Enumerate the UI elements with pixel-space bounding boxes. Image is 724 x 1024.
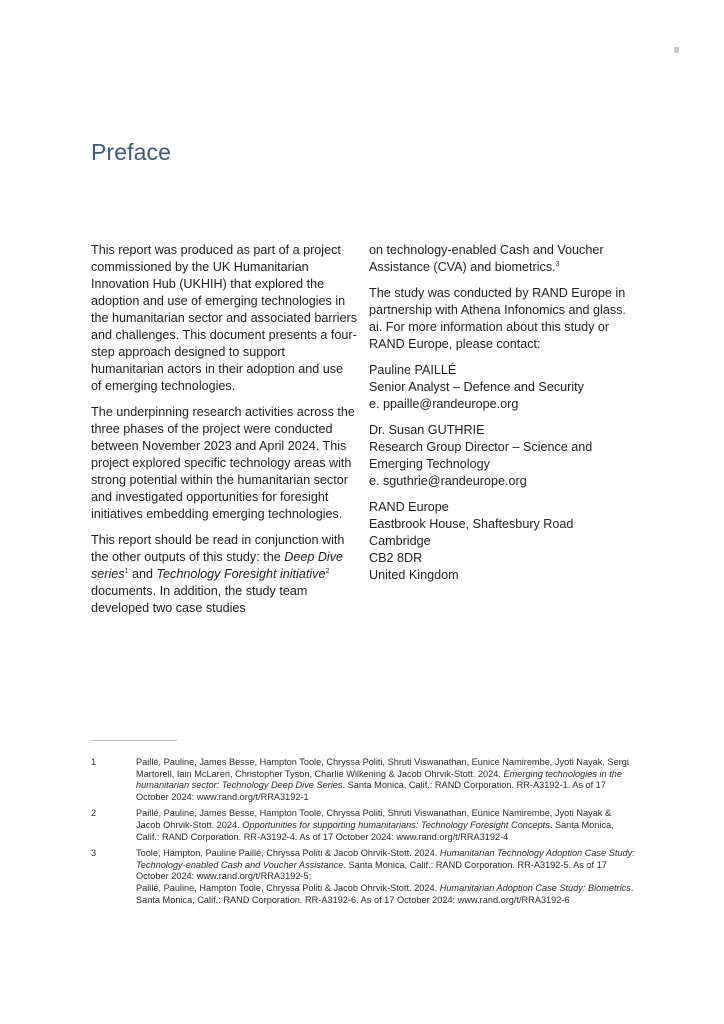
address-line: RAND Europe [369,500,449,514]
page-corner-marker [674,47,679,53]
contact-email[interactable]: e. ppaille@randeurope.org [369,397,519,411]
page-title: Preface [91,139,171,165]
intro-paragraph: This report was produced as part of a project commissioned by the UK Humanitarian Innovation Hub (UKHIH) that explored the adoption and use of emerging technologies in the humanitarian sector and associated barriers and challenges. This document presents a four-step approach designed to support humanitarian actors in their adoption and use of emerging technologies. [91,243,358,393]
footnote-ref-3[interactable]: 3 [555,260,560,268]
address-line: United Kingdom [369,568,459,582]
footnotes [91,757,636,911]
footnote-text: Toole, Hampton, Pauline Paillé, Chryssa Politi & Jacob Ohrvik-Stott. 2024. Humanitarian Technology Adoption Case Study: Technology-enabled Cash and Voucher Assistance. Santa Monica, Calif.: RAND Corporation. RR-A3192-5. As of 17 October 2024: www.rand.org/t/RRA3192-5; Paillé, Pauline, Hampton Toole, Chryssa Politi & Jacob Ohrvik-Stott. 2024. Humanitarian Adoption Case Study: Biometrics. Santa Monica, Calif.: RAND Corporation. RR-A3192-6. As of 17 October 2024: www.rand.org/t/RRA3192-6 [136,848,635,905]
contact-block-paille [369,362,635,413]
deep-dive-series-title: Deep Dive series [91,550,344,581]
address-line: CB2 8DR [369,551,423,565]
contact-role: Senior Analyst – Defence and Security [369,380,584,394]
contact-role: Research Group Director – Science and Emerging Technology [369,440,593,471]
footnote-1 [91,757,636,803]
contact-email[interactable]: e. sguthrie@randeurope.org [369,474,527,488]
footnote-3 [91,848,636,906]
footnote-number: 1 [91,757,97,767]
footnote-text: Paillé, Pauline, James Besse, Hampton Toole, Chryssa Politi, Shruti Viswanathan, Eunice Namirembe, Jyoti Nayak, Sergi Martorell, Iain McLaren, Christopher Tyson, Charlie Wilkening & Jacob Ohrvik-Stott. 2024. Emerging technologies in the humanitarian sector: Technology Deep Dive Series. Santa Monica, Calif.: RAND Corporation. RR-A3192-1. As of 17 October 2024: www.rand.org/t/RRA3192-1 [136,757,629,802]
left-column [91,242,357,626]
research-paragraph: The underpinning research activities across the three phases of the project were conducted between November 2023 and April 2024. This project explored specific technology areas with strong potential within the humanitarian sector and investigated opportunities for foresight initiatives embedding emerging technologies. [91,405,355,521]
contact-name: Dr. Susan GUTHRIE [369,423,485,437]
footnote-text: Paillé, Pauline, James Besse, Hampton Toole, Chryssa Politi, Shruti Viswanathan, Eunice Namirembe, Jyoti Nayak & Jacob Ohrvik-Stott. 2024. Opportunities for supporting humanitarians: Technology Foresight Concepts. Santa Monica, Calif.: RAND Corporation. RR-A3192-4. As of 17 October 2024: www.rand.org/t/RRA3192-4 [136,808,614,842]
footnote-number: 3 [91,848,97,859]
case-studies-paragraph: on technology-enabled Cash and Voucher Assistance (CVA) and biometrics.$^3$ [369,243,604,274]
footnote-ref-2[interactable]: 2 [325,567,330,575]
address-line: Cambridge [369,534,431,548]
contact-block-guthrie [369,422,635,490]
foresight-initiative-title: Technology Foresight initiative [156,567,326,581]
right-column [369,242,635,593]
contact-name: Pauline PAILLÉ [369,363,457,377]
footnote-divider [91,740,177,741]
footnote-ref-1[interactable]: 1 [124,567,129,575]
study-contact-paragraph: The study was conducted by RAND Europe in partnership with Athena Infonomics and glass. ai. For more information about this study or RAND Europe, please contact: [369,286,626,351]
footnote-2 [91,808,636,843]
footnote-number: 2 [91,808,97,819]
related-outputs-paragraph: This report should be read in conjunction with the other outputs of this study: the Deep Dive series$^1$ and Technology Foresight initiative$^2$ documents. In addition, the study team developed two case studies [91,533,345,615]
postal-address [369,499,635,584]
address-line: Eastbrook House, Shaftesbury Road [369,517,574,531]
